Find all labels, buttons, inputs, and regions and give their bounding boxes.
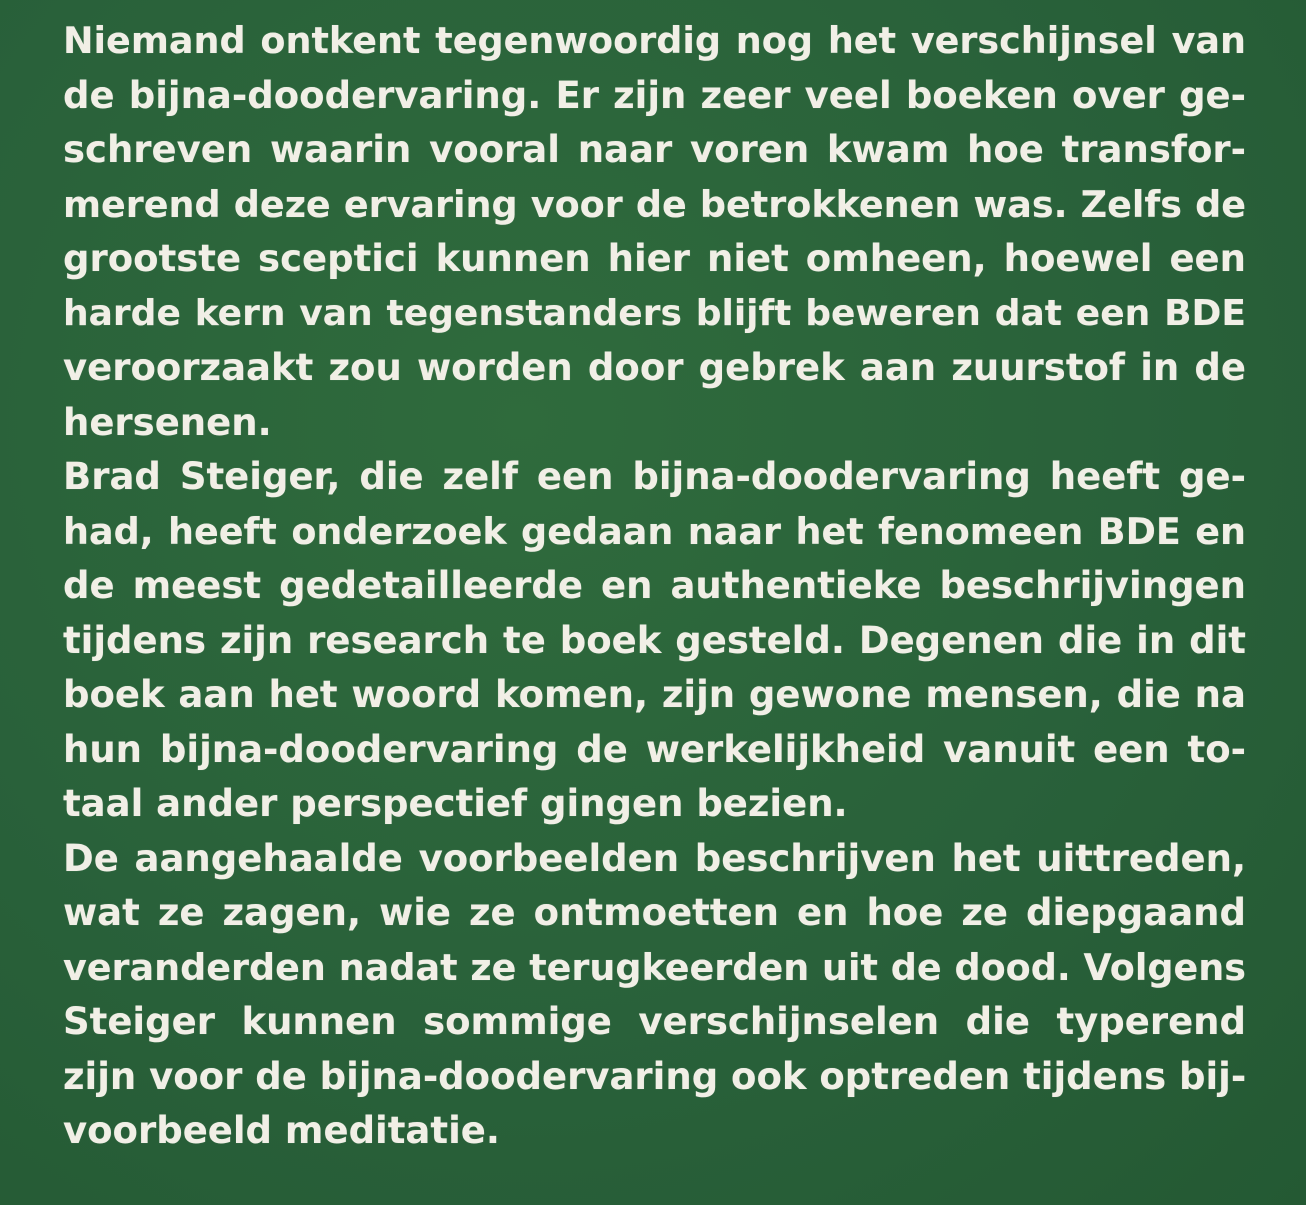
text-line: merend deze ervaring voor de betrokkenen was. Zelfs de: [63, 182, 1246, 226]
text-line: wat ze zagen, wie ze ontmoetten en hoe ze diepgaand: [63, 891, 1246, 934]
text-line: veranderden nadat ze terugkeerden uit de dood. Volgens: [63, 945, 1246, 989]
text-line: taal ander perspectief gingen bezien.: [63, 782, 848, 825]
text-line: Niemand ontkent tegenwoordig nog het verschijnsel van: [63, 19, 1246, 62]
paragraph-1: [63, 14, 1246, 450]
text-line: Steiger kunnen sommige verschijnselen die typerend: [63, 1000, 1246, 1043]
text-line: hersenen.: [63, 400, 272, 444]
text-line: grootste sceptici kunnen hier niet omheen, hoewel een: [63, 237, 1246, 280]
text-line: hun bijna-doodervaring de werkelijkheid vanuit een to-: [63, 727, 1246, 771]
text-line: de meest gedetailleerde en authentieke beschrijvingen: [63, 564, 1246, 607]
text-line: Brad Steiger, die zelf een bijna-doodervaring heeft ge-: [63, 455, 1246, 498]
text-line: schreven waarin vooral naar voren kwam hoe transfor-: [63, 128, 1246, 171]
text-line: had, heeft onderzoek gedaan naar het fenomeen BDE en: [63, 509, 1246, 553]
text-line: De aangehaalde voorbeelden beschrijven het uittreden,: [63, 836, 1246, 880]
text-line: veroorzaakt zou worden door gebrek aan zuurstof in de: [63, 346, 1246, 389]
paragraph-3: [63, 832, 1246, 1159]
text-line: zijn voor de bijna-doodervaring ook optreden tijdens bij-: [63, 1054, 1247, 1098]
text-line: harde kern van tegenstanders blijft beweren dat een BDE: [63, 292, 1246, 334]
text-line: tijdens zijn research te boek gesteld. Degenen die in dit: [63, 618, 1246, 662]
text-line: boek aan het woord komen, zijn gewone mensen, die na: [63, 673, 1246, 716]
paragraph-2: [63, 450, 1246, 832]
text-line: de bijna-doodervaring. Er zijn zeer veel boeken over ge-: [63, 73, 1246, 117]
text-line: voorbeeld meditatie.: [63, 1109, 500, 1152]
